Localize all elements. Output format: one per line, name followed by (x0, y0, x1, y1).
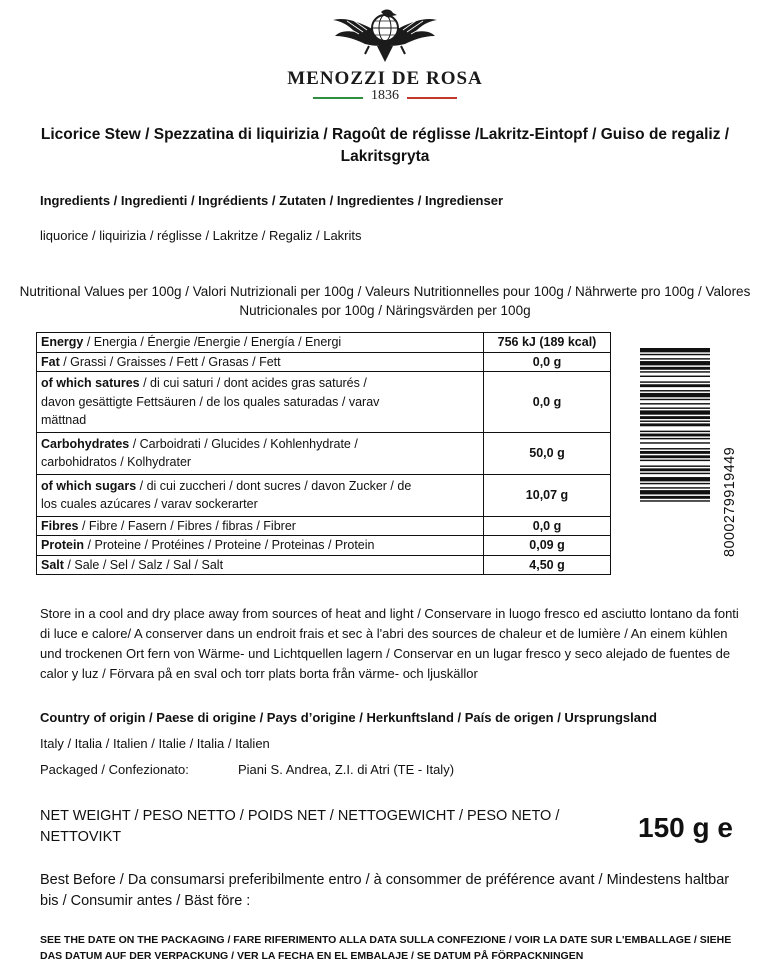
barcode-bar (640, 473, 710, 474)
barcode-bar (640, 393, 710, 397)
barcode-bar (640, 468, 710, 471)
barcode-bar (640, 465, 710, 466)
net-weight-value: 150 g e (638, 812, 733, 843)
table-row (37, 333, 611, 353)
packaged-value: Piani S. Andrea, Z.I. di Atri (TE - Italy) (238, 762, 455, 777)
barcode-bar (640, 384, 710, 387)
storage-instructions: Store in a cool and dry place away from sources of heat and light / Conservare in luogo fresco ed asciutto lontano da fonti di luce e calore/ A conserver dans un endroit frais et sec à l'abri des sources de chaleur et de lumière / An einem kühlen und trockenen Ort fern von Wärme- und Lichtquellen lagern / Conservar en un lugar fresco y seco alejado de fuentes de calor y luz / Förvara på en sval och torr plats borta från värme- och ljuskällor (40, 606, 739, 681)
barcode-bar (640, 361, 710, 365)
barcode-bar (640, 500, 710, 501)
barcode-bar (640, 483, 710, 484)
barcode-bar (640, 487, 710, 488)
barcode-bar (640, 442, 710, 443)
table-row (37, 352, 611, 372)
table-row (37, 432, 611, 474)
barcode-bar (640, 421, 710, 422)
barcode-bar (640, 451, 710, 454)
barcode-bar (640, 423, 710, 426)
brand-logo (285, 6, 485, 102)
table-row (37, 516, 611, 536)
origin-heading: Country of origin / Paese di origine / Pays d’origine / Herkunftsland / País de origen / Ursprungsland (40, 710, 657, 725)
table-row (37, 372, 611, 433)
barcode-bar (640, 403, 710, 404)
barcode-bar (640, 460, 710, 461)
barcode (640, 348, 740, 566)
barcode-bar (640, 399, 710, 400)
barcode-bar (640, 410, 710, 414)
nutrient-value: 0,0 g (484, 372, 611, 433)
brand-name: MENOZZI DE ROSA (287, 68, 483, 89)
barcode-bar (640, 381, 710, 382)
barcode-bar (640, 490, 710, 494)
barcode-bar (640, 416, 710, 419)
nutrient-value: 50,0 g (484, 432, 611, 474)
ingredients-text: liquorice / liquirizia / réglisse / Lakritze / Regaliz / Lakrits (40, 228, 362, 243)
nutrient-label: Carbohydrates / Carboidrati / Glucides / Kohlenhydrate / carbohidratos / Kolhydrater (37, 432, 484, 474)
barcode-bar (640, 477, 710, 481)
nutrient-label: Fibres / Fibre / Fasern / Fibres / fibras / Fibrer (37, 516, 484, 536)
barcode-bar (640, 367, 710, 370)
barcode-icon (640, 348, 740, 566)
barcode-bar (640, 371, 710, 372)
nutrition-table (36, 332, 611, 575)
eagle-globe-logo (285, 6, 485, 66)
nutrient-value: 0,09 g (484, 536, 611, 556)
nutrient-value: 0,0 g (484, 516, 611, 536)
nutrition-heading: Nutritional Values per 100g / Valori Nutrizionali per 100g / Valeurs Nutritionnelles pour 100g / Nährwerte pro 100g / Valores Nutricionales por 100g / Näringsvärden per 100g (19, 284, 751, 318)
net-weight-label: NET WEIGHT / PESO NETTO / POIDS NET / NETTOGEWICHT / PESO NETO / NETTOVIKT (40, 808, 560, 845)
barcode-bar (640, 376, 710, 377)
nutrient-value: 10,07 g (484, 474, 611, 516)
origin-text: Italy / Italia / Italien / Italie / Italia / Italien (40, 736, 270, 751)
nutrient-label: Salt / Sale / Sel / Salz / Sal / Salt (37, 555, 484, 575)
barcode-bar (640, 448, 710, 449)
flag-green-line (313, 97, 363, 99)
barcode-bar (640, 455, 710, 458)
barcode-bar (640, 496, 710, 499)
nutrient-label: Fat / Grassi / Graisses / Fett / Grasas / Fett (37, 352, 484, 372)
barcode-bar (640, 390, 710, 391)
table-row (37, 536, 611, 556)
best-before: Best Before / Da consumarsi preferibilmente entro / à consommer de préférence avant / Mindestens haltbar bis / Consumir antes / Bäst före : (40, 872, 730, 909)
nutrient-value: 0,0 g (484, 352, 611, 372)
packaged-label: Packaged / Confezionato: (40, 762, 189, 777)
brand-year-row (285, 90, 485, 106)
barcode-bar (640, 348, 710, 352)
barcode-bar (640, 431, 710, 432)
nutrient-value: 4,50 g (484, 555, 611, 575)
nutrient-label: Protein / Proteine / Protéines / Proteine / Proteinas / Protein (37, 536, 484, 556)
barcode-bar (640, 407, 710, 408)
nutrient-label: Energy / Energia / Énergie /Energie / Energía / Energi (37, 333, 484, 353)
brand-year: 1836 (371, 88, 399, 103)
nutrient-label: of which satures / di cui saturi / dont acides gras saturés / davon gesättigte Fettsäuren / de los quales saturadas / varav mättnad (37, 372, 484, 433)
barcode-bar (640, 434, 710, 437)
barcode-bar (640, 438, 710, 439)
flag-red-line (407, 97, 457, 99)
see-date-notice: SEE THE DATE ON THE PACKAGING / FARE RIFERIMENTO ALLA DATA SULLA CONFEZIONE / VOIR LA DATE SUR L'EMBALLAGE / SIEHE DAS DATUM AUF DER VERPACKUNG / VER LA FECHA EN EL EMBALAJE / SE DATUM PÅ FÖRPACKNINGEN (40, 934, 732, 962)
table-row (37, 555, 611, 575)
nutrient-value: 756 kJ (189 kcal) (484, 333, 611, 353)
ingredients-heading: Ingredients / Ingredienti / Ingrédients / Zutaten / Ingredientes / Ingredienser (40, 193, 504, 208)
product-title: Licorice Stew / Spezzatina di liquirizia / Ragoût de réglisse /Lakritz-Eintopf / Guiso de regaliz / Lakritsgryta (40, 126, 730, 165)
barcode-bar (640, 354, 710, 355)
nutrient-label: of which sugars / di cui zuccheri / dont sucres / davon Zucker / de los cuales azúcares / varav sockerarter (37, 474, 484, 516)
barcode-bar (640, 358, 710, 359)
table-row (37, 474, 611, 516)
barcode-number: 8000279919449 (722, 446, 738, 557)
